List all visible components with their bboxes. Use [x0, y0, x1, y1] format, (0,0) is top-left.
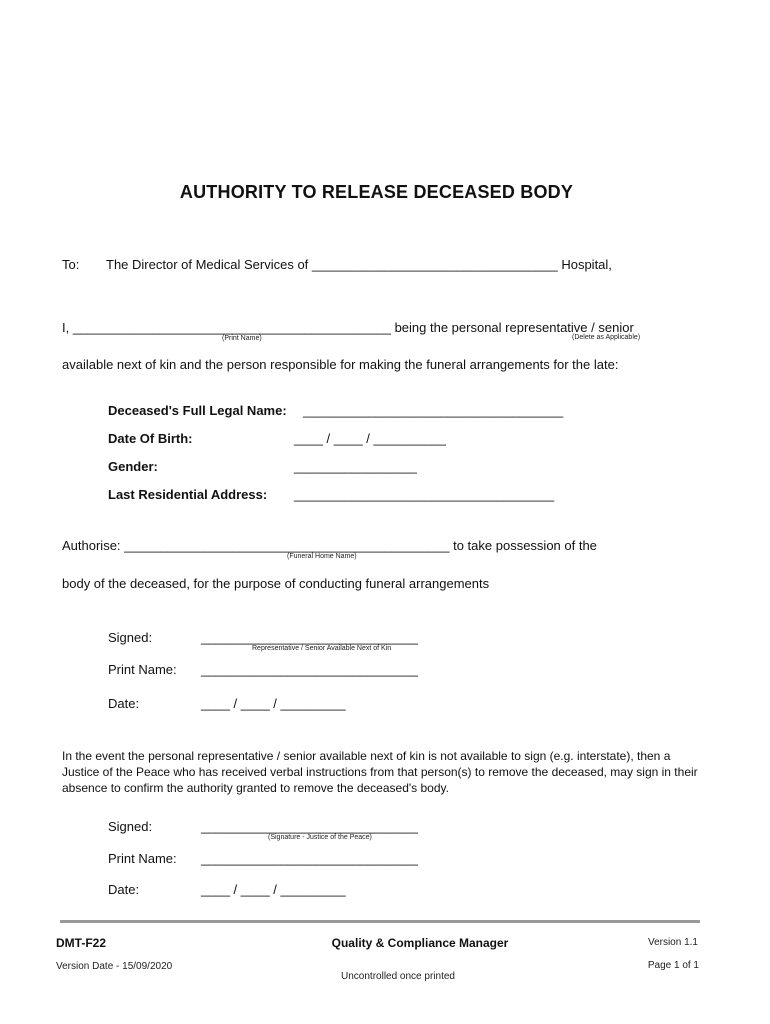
- representative-signature-caption: Representative / Senior Available Next of Kin: [252, 645, 392, 652]
- date-field[interactable]: ____ / ____ / _________: [201, 696, 346, 711]
- footer-divider: [60, 920, 700, 923]
- document-code: DMT-F22: [56, 936, 107, 950]
- justice-of-peace-paragraph: In the event the personal representative / senior available next of kin is not available to sign (e.g. interstate), then a Justice of the Peace who has received verbal instructions from that person(s) to remove the deceased, may sign in their absence to confirm the authority granted to remove the deceased's body.: [62, 749, 698, 795]
- funeral-home-caption: (Funeral Home Name): [287, 553, 357, 560]
- print-name-label: Print Name:: [108, 662, 177, 677]
- jp-date-label: Date:: [108, 882, 140, 897]
- print-name-field[interactable]: ______________________________: [201, 662, 418, 677]
- deceased-name-label: Deceased's Full Legal Name:: [108, 403, 287, 418]
- print-name-caption: (Print Name): [222, 335, 262, 342]
- version-date: Version Date - 15/09/2020: [56, 961, 173, 972]
- version-number: Version 1.1: [647, 937, 698, 948]
- to-label: To:: [62, 257, 80, 272]
- purpose-line: body of the deceased, for the purpose of conducting funeral arrangements: [62, 576, 490, 591]
- page-number: Page 1 of 1: [647, 960, 699, 971]
- to-director-line: The Director of Medical Services of __________________________________ Hospital,: [106, 257, 612, 272]
- jp-signature-field[interactable]: ______________________________: [201, 819, 418, 834]
- date-label: Date:: [108, 696, 140, 711]
- next-of-kin-line: available next of kin and the person responsible for making the funeral arrangements for the late:: [62, 357, 619, 372]
- authorise-line: Authorise: _____________________________________________ to take possession of the: [62, 538, 597, 553]
- dob-label: Date Of Birth:: [108, 431, 193, 446]
- jp-print-name-field[interactable]: ______________________________: [201, 851, 418, 866]
- representative-line: I, ____________________________________________ being the personal representative / senior: [62, 320, 634, 335]
- dob-field[interactable]: ____ / ____ / __________: [294, 431, 446, 446]
- address-field[interactable]: ____________________________________: [294, 487, 555, 502]
- gender-field[interactable]: _________________: [294, 459, 417, 474]
- signed-label: Signed:: [108, 630, 153, 645]
- jp-date-field[interactable]: ____ / ____ / _________: [201, 882, 346, 897]
- uncontrolled-notice: Uncontrolled once printed: [341, 971, 455, 982]
- gender-label: Gender:: [108, 459, 158, 474]
- jp-signature-caption: (Signature - Justice of the Peace): [268, 834, 372, 841]
- jp-signed-label: Signed:: [108, 819, 153, 834]
- deceased-name-field[interactable]: ____________________________________: [303, 403, 564, 418]
- document-owner: Quality & Compliance Manager: [331, 936, 509, 950]
- document-title: AUTHORITY TO RELEASE DECEASED BODY: [179, 182, 574, 202]
- delete-applicable-caption: (Delete as Applicable): [572, 334, 641, 341]
- signature-field[interactable]: ______________________________: [201, 630, 418, 645]
- address-label: Last Residential Address:: [108, 487, 268, 502]
- jp-print-name-label: Print Name:: [108, 851, 177, 866]
